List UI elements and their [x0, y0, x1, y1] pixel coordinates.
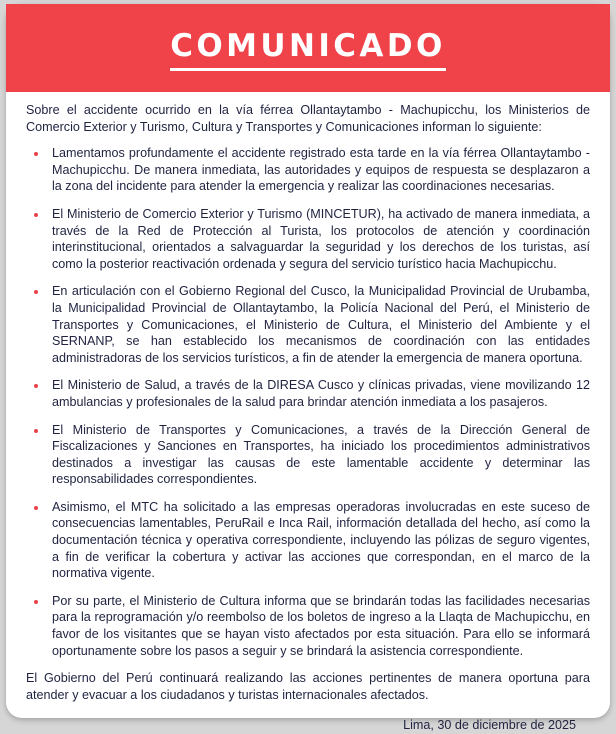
header-banner — [6, 4, 610, 92]
bullet-icon — [34, 152, 38, 156]
list-item-text: En articulación con el Gobierno Regional del Cusco, la Municipalidad Provincial de Urubamba, la Municipalidad Provincial de Ollantaytambo, la Policía Nacional del Perú, el Ministerio de Transportes y Comunicaciones, el Ministerio de Cultura, el Ministerio del Ambiente y el SERNANP, se han establecido los mecanismos de coordinación con las entidades administradoras de los servicios turísticos, a fin de atender la emergencia de manera oportuna. — [52, 284, 590, 365]
page-title: COMUNICADO — [170, 27, 445, 71]
communique-card — [6, 4, 610, 733]
bullet-icon — [34, 384, 38, 388]
list-item-text: El Ministerio de Transportes y Comunicaciones, a través de la Dirección General de Fiscalizaciones y Sanciones en Transportes, ha iniciado los procedimientos administrativos destinados a investigar las causas de este lamentable accidente y determinar las responsabilidades correspondientes. — [52, 422, 590, 487]
list-item — [26, 283, 590, 366]
list-item-text: El Ministerio de Comercio Exterior y Turismo (MINCETUR), ha activado de manera inmediata, a través de la Red de Protección al Turista, los protocolos de atención y coordinación interinstitucional, orientados a salvaguardar la seguridad y los derechos de los turistas, así como la posterior reactivación ordenada y segura del servicio turístico hacia Machupicchu. — [52, 206, 590, 271]
list-item — [26, 499, 590, 582]
bullet-list — [26, 145, 590, 659]
communique-body — [6, 92, 610, 734]
list-item — [26, 593, 590, 659]
list-item-text: El Ministerio de Salud, a través de la DIRESA Cusco y clínicas privadas, viene movilizando 12 ambulancias y profesionales de la salud para brindar atención inmediata a los pasajeros. — [52, 378, 590, 409]
list-item — [26, 145, 590, 195]
date-signature: Lima, 30 de diciembre de 2025 — [403, 718, 576, 733]
list-item-text: Asimismo, el MTC ha solicitado a las empresas operadoras involucradas en este suceso de consecuencias lamentables, PeruRail e Inca Rail, información detallada del hecho, así como la documentación técnica y operativa correspondiente, incluyendo las pólizas de seguro vigentes, a fin de verificar la cobertura y activar las acciones que correspondan, en el marco de la normativa vigente. — [52, 499, 590, 581]
bullet-icon — [34, 290, 38, 294]
list-item — [26, 206, 590, 272]
bullet-icon — [34, 429, 38, 433]
intro-paragraph: Sobre el accidente ocurrido en la vía férrea Ollantaytambo - Machupicchu, los Ministerios de Comercio Exterior y Turismo, Cultura y Transportes y Comunicaciones informan lo siguiente: — [26, 103, 590, 134]
list-item-text: Por su parte, el Ministerio de Cultura informa que se brindarán todas las facilidades necesarias para la reprogramación y/o reembolso de los boletos de ingreso a la Llaqta de Machupicchu, en favor de los visitantes que se hayan visto afectados por esta situación. Para ello se informará oportunamente sobre los pasos a seguir y se brindará la asistencia correspondiente. — [52, 593, 590, 658]
list-item-text: Lamentamos profundamente el accidente registrado esta tarde en la vía férrea Ollantaytambo - Machupicchu. De manera inmediata, las autoridades y equipos de respuesta se desplazaron a la zona del incidente para atender la emergencia y realizar las coordinaciones necesarias. — [52, 146, 590, 194]
bullet-icon — [34, 600, 38, 604]
bullet-icon — [34, 213, 38, 217]
list-item — [26, 422, 590, 488]
list-item — [26, 377, 590, 410]
bullet-icon — [34, 506, 38, 510]
closing-paragraph: El Gobierno del Perú continuará realizando las acciones pertinentes de manera oportuna para atender y evacuar a los ciudadanos y turistas internacionales afectados. — [26, 671, 590, 702]
